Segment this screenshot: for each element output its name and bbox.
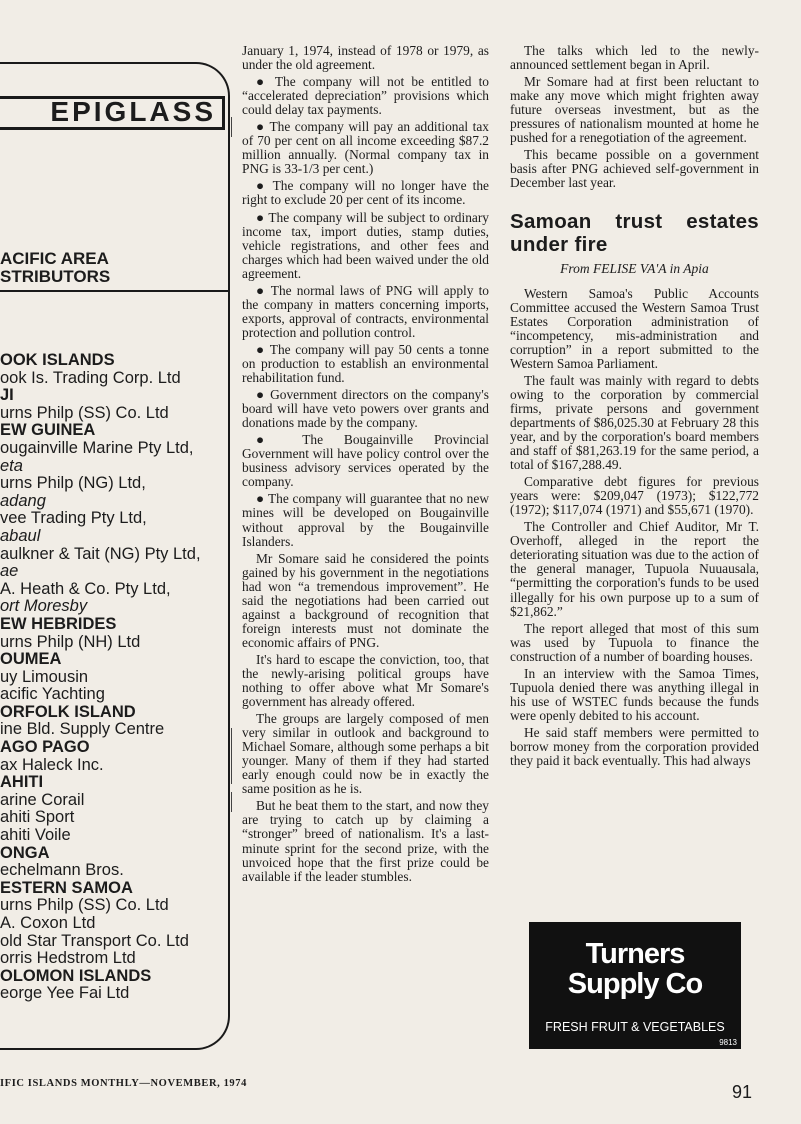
distributor-location: adang	[0, 492, 46, 510]
paragraph: The groups are largely composed of men very similar in outlook and background to Michael Somare, although some perhaps a bit younger. Many of them if they had started early enough could now be in exactly the same position as he is.	[242, 711, 489, 797]
paragraph: Comparative debt figures for previous years were: $209,047 (1973); $122,772 (1972); $117,074 (1971) and $55,671 (1970).	[510, 474, 759, 518]
distributor-name: ook Is. Trading Corp. Ltd	[0, 369, 181, 387]
turners-tagline: FRESH FRUIT & VEGETABLES	[545, 1020, 725, 1034]
distributor-name: ine Bld. Supply Centre	[0, 721, 165, 739]
distributor-region: JI	[0, 387, 14, 405]
article-continuation	[510, 44, 759, 190]
paragraph: ● Government directors on the company's board will have veto powers over grants and donations made by the company.	[242, 387, 489, 431]
distributor-region: ESTERN SAMOA	[0, 879, 133, 897]
story-byline: From FELISE VA'A in Apia	[560, 261, 709, 277]
distributor-name: ax Haleck Inc.	[0, 756, 104, 774]
paragraph: He said staff members were permitted to borrow money from the corporation provided they paid it back eventually. This had always	[510, 724, 759, 769]
paragraph: It's hard to escape the conviction, too, that the newly-arising political groups have nothing to offer above what Mr Somare's government has already offered.	[242, 651, 489, 710]
epiglass-logo	[0, 96, 225, 130]
paragraph: ● The company will pay 50 cents a tonne on production to establish an environmental rehabilitation fund.	[242, 341, 489, 386]
column-divider	[231, 728, 232, 784]
distributor-name: A. Heath & Co. Pty Ltd,	[0, 580, 171, 598]
paragraph: But he beat them to the start, and now they are trying to catch up by claiming a “stronger” breed of nationalism. It's a last-minute sprint for the second prize, with the unvoiced hope that the first prize could be available if the leader stumbles.	[242, 798, 489, 884]
paragraph: ● The company will no longer have the right to exclude 20 per cent of its income.	[242, 178, 489, 208]
paragraph: The fault was mainly with regard to debts owing to the corporation by commercial firms, private persons and government departments of $86,025.30 at February 28 this year, and by the corporation's board members and staff of $81,263.19 for the same period, a total of $167,288.49.	[510, 372, 759, 473]
footer-publication: IFIC ISLANDS MONTHLY—NOVEMBER, 1974	[0, 1078, 247, 1089]
article-column-right	[510, 44, 759, 771]
distributor-location: ae	[0, 563, 19, 581]
paragraph: ● The company will pay an additional tax of 70 per cent on all income exceeding $87.2 million annually. (Normal company tax in PNG is 33-1/3 per cent.)	[242, 119, 489, 177]
distributor-name: urns Philp (NH) Ltd	[0, 633, 141, 651]
distributor-location: abaul	[0, 527, 41, 545]
distributor-name: urns Philp (NG) Ltd,	[0, 475, 146, 493]
paragraph: Western Samoa's Public Accounts Committee accused the Western Samoa Trust Estates Corporation administration of “incompetency, mis-administration and corruption” in a report submitted to the Western Samoa Parliament.	[510, 285, 759, 371]
turners-advertisement	[529, 922, 741, 1049]
distributor-region: ONGA	[0, 844, 50, 862]
paragraph: The talks which led to the newly-announced settlement began in April.	[510, 43, 759, 73]
distributor-name: aulkner & Tait (NG) Pty Ltd,	[0, 545, 201, 563]
distributor-name: old Star Transport Co. Ltd	[0, 932, 189, 950]
heading-line: ACIFIC AREA	[0, 250, 109, 268]
distributor-name: urns Philp (SS) Co. Ltd	[0, 897, 169, 915]
paragraph: The report alleged that most of this sum was used by Tupuola to finance the construction of a number of boarding houses.	[510, 620, 759, 664]
paragraph: Mr Somare had at first been reluctant to make any move which might frighten away future overseas investment, but as the pressures of nationalism mounted at home he pushed for a renegotiation of the agreement.	[510, 74, 759, 146]
distributor-region: OOK ISLANDS	[0, 352, 115, 369]
distributor-location: ort Moresby	[0, 598, 88, 616]
paragraph: January 1, 1974, instead of 1978 or 1979, as under the old agreement.	[242, 43, 489, 73]
distributor-name: arine Corail	[0, 791, 85, 809]
distributor-name: ahiti Voile	[0, 827, 71, 845]
turners-name: Turners	[585, 938, 685, 970]
distributor-name: echelmann Bros.	[0, 862, 124, 880]
paragraph: ● The normal laws of PNG will apply to the company in matters concerning imports, exports, approval of contracts, environmental protection and pollution control.	[242, 282, 489, 340]
story-body	[510, 287, 759, 769]
paragraph: ● The Bougainville Provincial Government will have policy control over the business advisory services operated by the company.	[242, 432, 489, 490]
distributor-name: eorge Yee Fai Ltd	[0, 985, 130, 1003]
paragraph: This became possible on a government basis after PNG achieved self-government in December last year.	[510, 147, 759, 191]
paragraph: The Controller and Chief Auditor, Mr T. Overhoff, alleged in the report the deteriorating situation was due to the action of the general manager, Tupuola Nuuausala, “permitting the corporation's funds to be used illegally for his own purpose up to a sum of $21,862.”	[510, 519, 759, 619]
distributor-name: ahiti Sport	[0, 809, 75, 827]
distributor-name: uy Limousin	[0, 668, 89, 686]
turners-name-line2: Supply Co	[567, 968, 703, 1000]
heading-divider	[0, 290, 228, 292]
heading-line: STRIBUTORS	[0, 267, 111, 286]
distributor-name: orris Hedstrom Ltd	[0, 950, 136, 968]
ad-code: 9813	[719, 1038, 737, 1047]
distributor-region: AGO PAGO	[0, 739, 90, 757]
distributor-name: A. Coxon Ltd	[0, 915, 96, 932]
distributor-region: OLOMON ISLANDS	[0, 967, 152, 985]
distributor-name: urns Philp (SS) Co. Ltd	[0, 404, 169, 422]
paragraph: Mr Somare said he considered the points gained by his government in the negotiations had won “a tremendous improvement”. He said the negotiations had been carried out against a background of recognition that foreign interests must not dominate the economic affairs of PNG.	[242, 550, 489, 650]
distributor-region: OUMEA	[0, 651, 62, 669]
distributor-list	[0, 352, 226, 1003]
paragraph: ● The company will be subject to ordinary income tax, import duties, stamp duties, vehicle registrations, and other fees and charges which had been waived under the old agreement.	[242, 209, 489, 281]
distributor-region: AHITI	[0, 774, 44, 792]
distributors-heading	[0, 250, 228, 286]
distributor-region: EW HEBRIDES	[0, 615, 117, 633]
column-divider	[231, 792, 232, 812]
distributor-location: eta	[0, 457, 23, 475]
paragraph: In an interview with the Samoa Times, Tupuola denied there was anything illegal in his use of WSTEC funds because the funds were openly debited to his account.	[510, 665, 759, 723]
paragraph: ● The company will guarantee that no new mines will be developed on Bougainville without approval by the Bougainville Islanders.	[242, 491, 489, 549]
logo-text: EPIGLASS	[50, 96, 216, 127]
distributor-region: EW GUINEA	[0, 422, 96, 440]
distributor-name: ougainville Marine Pty Ltd,	[0, 439, 194, 457]
page-number: 91	[732, 1082, 753, 1102]
distributor-name: vee Trading Pty Ltd,	[0, 510, 147, 528]
distributor-region: ORFOLK ISLAND	[0, 703, 136, 721]
story-headline: Samoan trust estates under fire	[510, 210, 759, 257]
column-divider	[231, 117, 232, 137]
paragraph: ● The company will not be entitled to “accelerated depreciation” provisions which could delay tax payments.	[242, 74, 489, 118]
distributor-name: acific Yachting	[0, 686, 105, 704]
article-column-middle	[242, 44, 489, 887]
